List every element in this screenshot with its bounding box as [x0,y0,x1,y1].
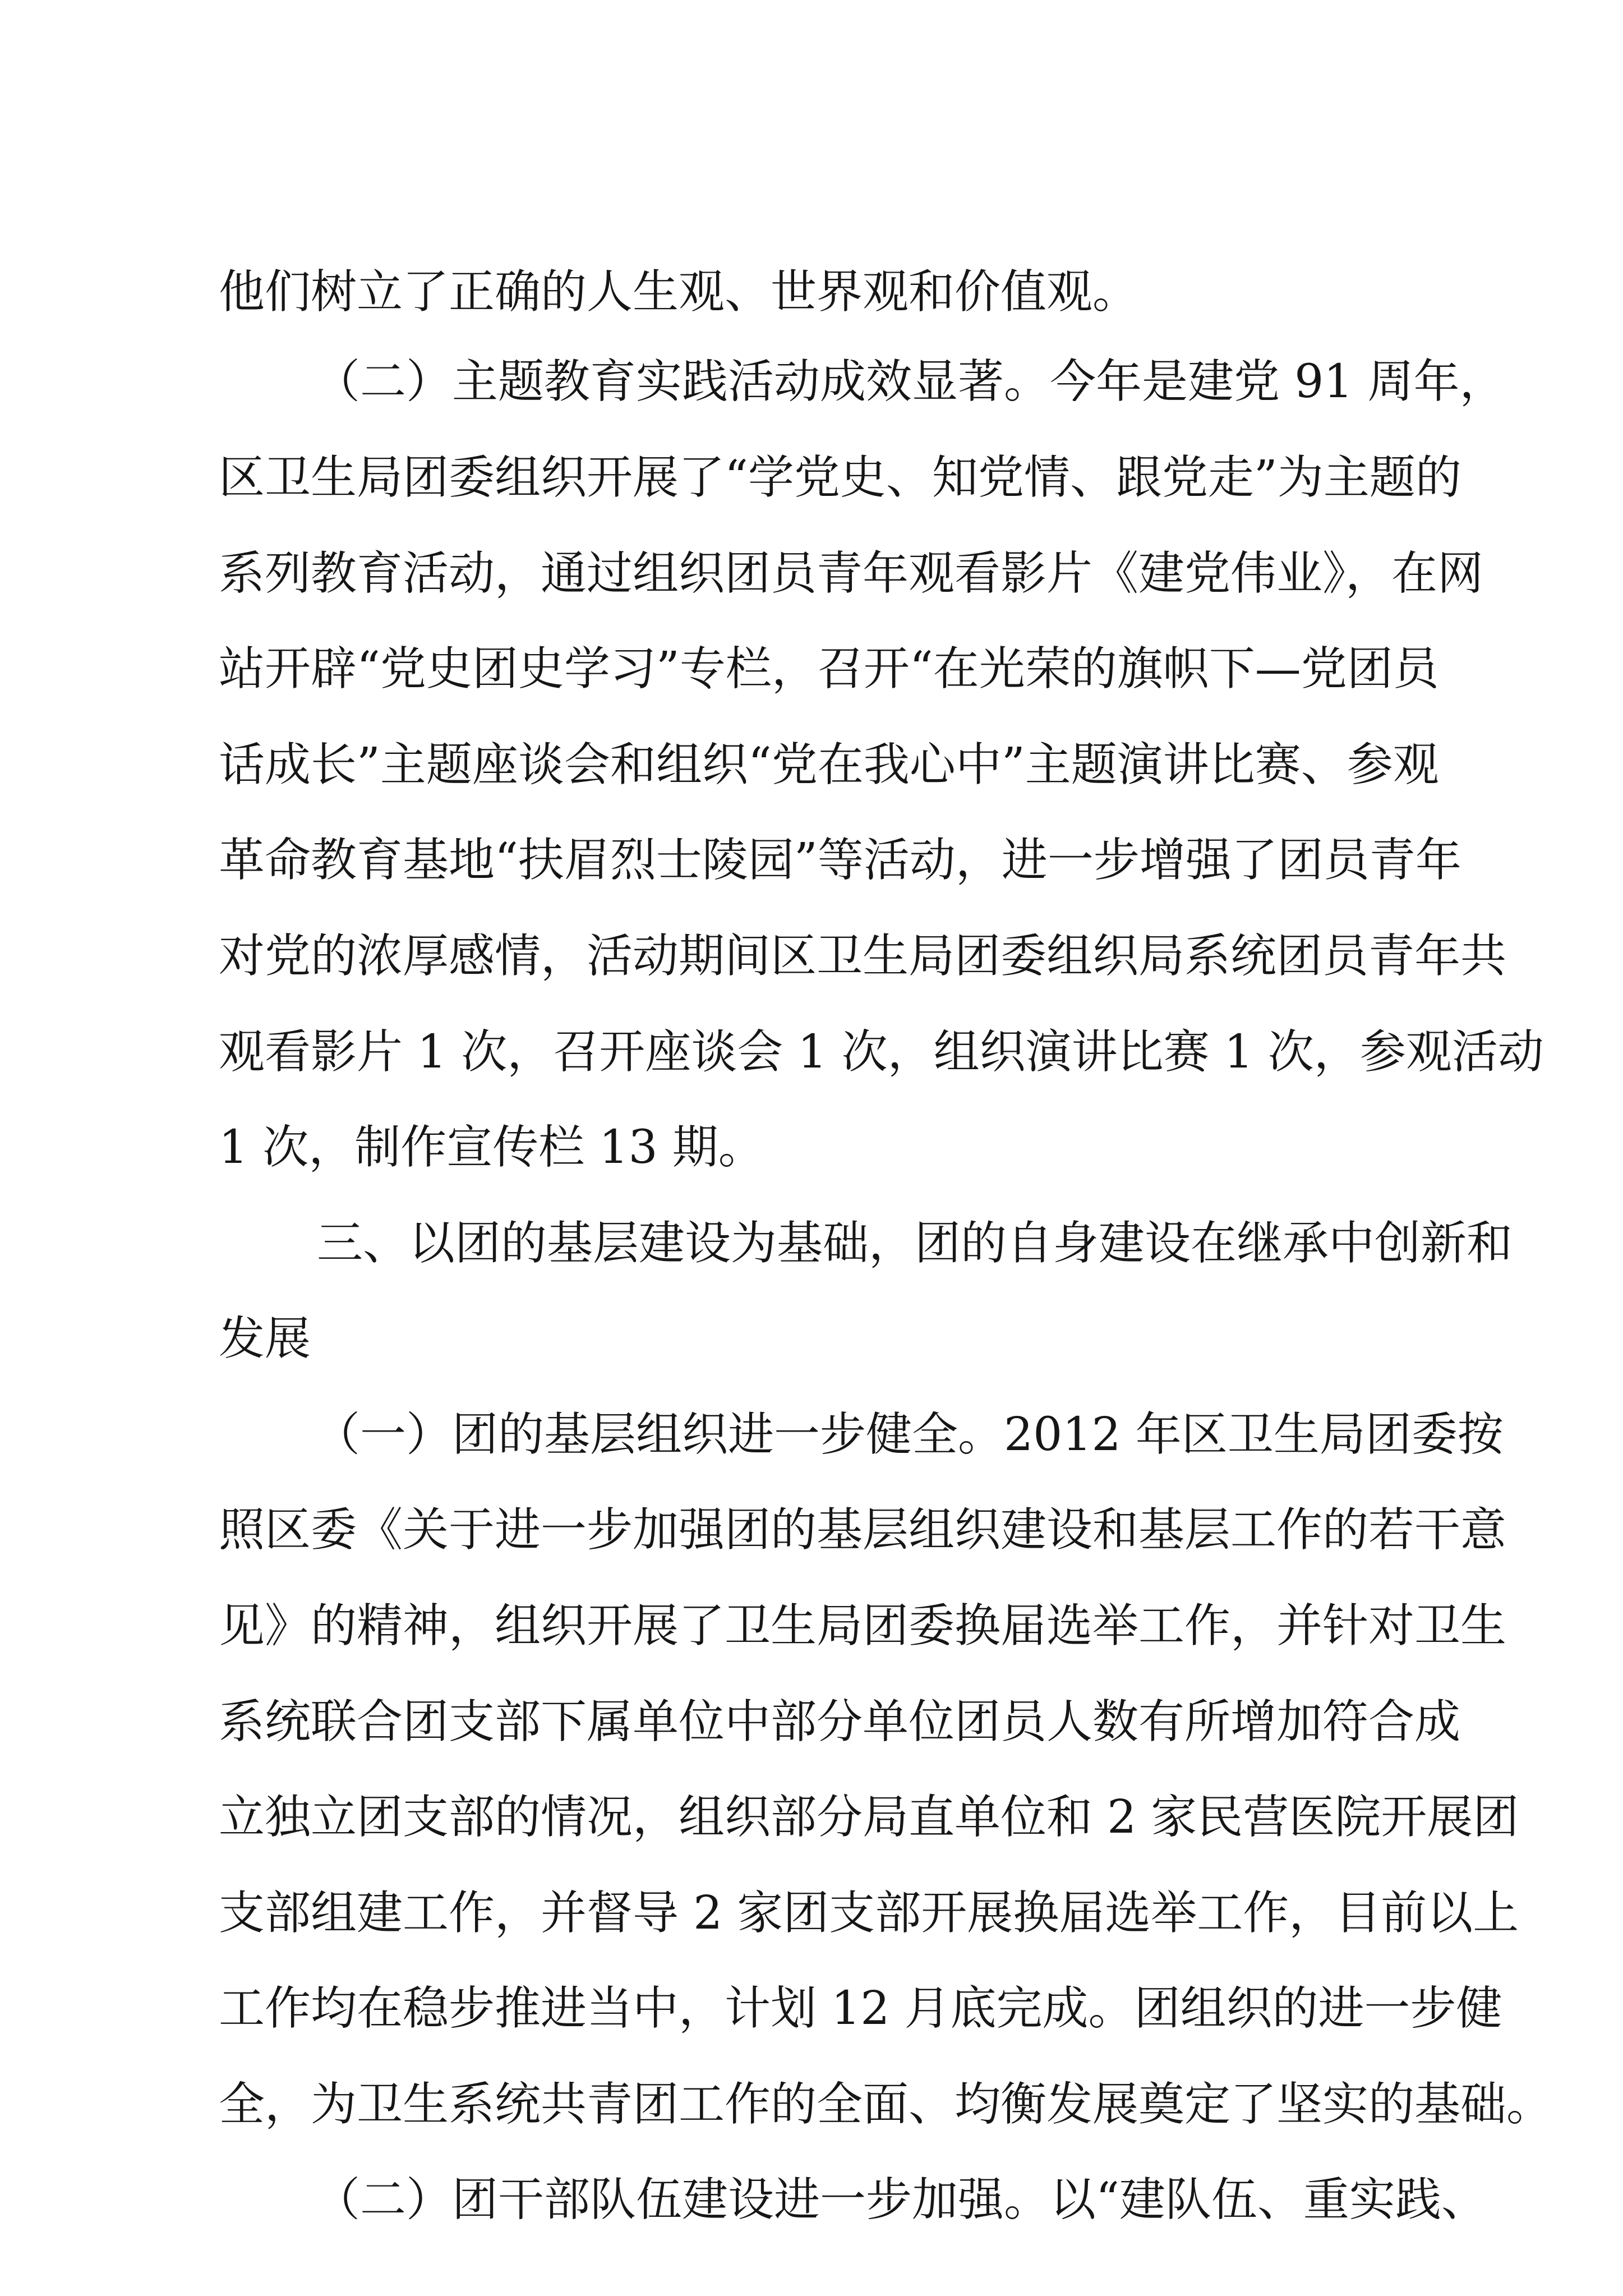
paragraph-line: 话成长”主题座谈会和组织“党在我心中”主题演讲比赛、参观 [219,738,1439,792]
paragraph-line: （二）团干部队伍建设进一步加强。以“建队伍、重实践、 [314,2173,1487,2226]
paragraph-line: 革命教育基地“扶眉烈士陵园”等活动，进一步增强了团员青年 [219,834,1461,887]
paragraph-line: 1 次，制作宣传栏 13 期。 [219,1121,764,1174]
paragraph-line: 工作均在稳步推进当中，计划 12 月底完成。团组织的进一步健 [219,1982,1502,2035]
paragraph-line: 支部组建工作，并督导 2 家团支部开展换届选举工作，目前以上 [219,1887,1519,1940]
paragraph-line: （二）主题教育实践活动成效显著。今年是建党 91 周年， [314,355,1506,408]
paragraph-line: 立独立团支部的情况，组织部分局直单位和 2 家民营医院开展团 [219,1791,1519,1844]
paragraph-line: 区卫生局团委组织开展了“学党史、知党情、跟党走”为主题的 [219,451,1461,504]
section-heading-line: 发展 [219,1312,311,1365]
section-heading-line: 三、以团的基层建设为基础，团的自身建设在继承中创新和 [317,1217,1513,1270]
paragraph-line: 观看影片 1 次，召开座谈会 1 次，组织演讲比赛 1 次，参观活动 [219,1025,1544,1079]
paragraph-line: 见》的精神，组织开展了卫生局团委换届选举工作，并针对卫生 [219,1599,1507,1653]
paragraph-line: 对党的浓厚感情，活动期间区卫生局团委组织局系统团员青年共 [219,930,1507,983]
paragraph-line: 他们树立了正确的人生观、世界观和价值观。 [219,265,1139,319]
paragraph-line: 系列教育活动，通过组织团员青年观看影片《建党伟业》，在网 [219,547,1484,600]
paragraph-line: 全，为卫生系统共青团工作的全面、均衡发展奠定了坚实的基础。 [219,2078,1553,2131]
paragraph-line: 照区委《关于进一步加强团的基层组织建设和基层工作的若干意 [219,1503,1507,1557]
paragraph-line: 系统联合团支部下属单位中部分单位团员人数有所增加符合成 [219,1695,1461,1749]
paragraph-line: （一）团的基层组织进一步健全。2012 年区卫生局团委按 [314,1408,1504,1461]
paragraph-line: 站开辟“党史团史学习”专栏，召开“在光荣的旗帜下—党团员 [219,642,1439,696]
